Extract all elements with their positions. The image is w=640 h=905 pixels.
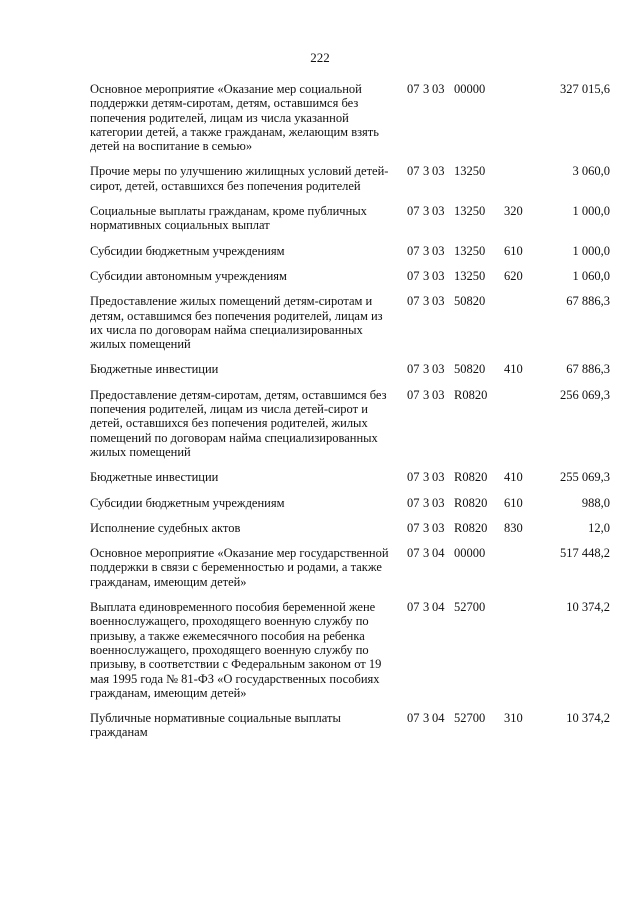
- code-subsection: 3: [423, 495, 430, 510]
- row-amount: 1 000,0: [572, 204, 610, 219]
- code-direction: 13250: [454, 268, 486, 283]
- code-program: 04: [432, 546, 445, 561]
- code-section: 07: [407, 294, 420, 309]
- code-expense-type: 320: [504, 204, 523, 219]
- code-subsection: 3: [423, 294, 430, 309]
- row-name: Субсидии автономным учреждениям: [90, 268, 287, 283]
- row-name: Исполнение судебных актов: [90, 520, 241, 535]
- code-subsection: 3: [423, 362, 430, 377]
- code-section: 07: [407, 520, 420, 535]
- code-expense-type: 610: [504, 243, 523, 258]
- row-name: Предоставление жилых помещений детям-сиротам и детям, оставшимся без попечения родителей, лицам из их числа по договорам найма специализированных жилых помещений: [90, 294, 383, 352]
- code-program: 03: [432, 164, 445, 179]
- code-subsection: 3: [423, 711, 430, 726]
- table-row: [90, 244, 610, 258]
- code-subsection: 3: [423, 546, 430, 561]
- code-direction: 52700: [454, 711, 486, 726]
- row-code: [407, 362, 534, 376]
- code-direction: 13250: [454, 243, 486, 258]
- code-expense-type: 830: [504, 520, 523, 535]
- code-program: 03: [432, 82, 445, 96]
- row-name: Субсидии бюджетным учреждениям: [90, 495, 285, 510]
- row-amount: 3 060,0: [572, 164, 610, 179]
- row-amount: 12,0: [588, 520, 610, 535]
- code-subsection: 3: [423, 82, 430, 96]
- code-direction: R0820: [454, 495, 488, 510]
- row-amount: 10 374,2: [566, 600, 610, 615]
- code-subsection: 3: [423, 470, 430, 485]
- row-code: [407, 546, 534, 560]
- row-amount: 67 886,3: [566, 362, 610, 377]
- row-code: [407, 82, 534, 96]
- table-row: [90, 269, 610, 283]
- code-section: 07: [407, 204, 420, 219]
- row-amount: 1 000,0: [572, 243, 610, 258]
- code-program: 03: [432, 294, 445, 309]
- row-amount: 327 015,6: [560, 82, 610, 96]
- code-program: 04: [432, 711, 445, 726]
- row-amount: 1 060,0: [572, 268, 610, 283]
- code-program: 04: [432, 600, 445, 615]
- code-direction: 13250: [454, 204, 486, 219]
- code-direction: 50820: [454, 362, 486, 377]
- table-row: [90, 362, 610, 376]
- row-amount: 67 886,3: [566, 294, 610, 309]
- table-row: [90, 294, 610, 351]
- row-amount: 988,0: [581, 495, 610, 510]
- code-program: 03: [432, 520, 445, 535]
- row-code: [407, 711, 534, 725]
- row-code: [407, 164, 534, 178]
- table-row: [90, 204, 610, 233]
- code-subsection: 3: [423, 387, 430, 402]
- code-subsection: 3: [423, 243, 430, 258]
- code-section: 07: [407, 243, 420, 258]
- code-section: 07: [407, 470, 420, 485]
- row-code: [407, 600, 534, 614]
- code-direction: 00000: [454, 82, 486, 96]
- code-direction: R0820: [454, 387, 488, 402]
- code-direction: 52700: [454, 600, 486, 615]
- row-name: Бюджетные инвестиции: [90, 470, 219, 485]
- row-amount: 255 069,3: [560, 470, 610, 485]
- code-direction: 00000: [454, 546, 486, 561]
- code-program: 03: [432, 387, 445, 402]
- code-section: 07: [407, 387, 420, 402]
- table-row: [90, 711, 610, 740]
- row-name: Бюджетные инвестиции: [90, 362, 219, 377]
- code-subsection: 3: [423, 204, 430, 219]
- row-name: Основное мероприятие «Оказание мер государственной поддержки в связи с беременностью и родами, а также гражданам, имеющим детей»: [90, 546, 389, 589]
- code-subsection: 3: [423, 520, 430, 535]
- code-section: 07: [407, 268, 420, 283]
- code-subsection: 3: [423, 268, 430, 283]
- code-direction: 50820: [454, 294, 486, 309]
- code-subsection: 3: [423, 600, 430, 615]
- code-direction: R0820: [454, 470, 488, 485]
- row-code: [407, 204, 534, 218]
- row-code: [407, 470, 534, 484]
- row-name: Субсидии бюджетным учреждениям: [90, 243, 285, 258]
- code-program: 03: [432, 495, 445, 510]
- code-program: 03: [432, 268, 445, 283]
- code-direction: 13250: [454, 164, 486, 179]
- row-name: Основное мероприятие «Оказание мер социальной поддержки детям-сиротам, детям, оставшимся без попечения родителей, лицам из числа указанной категории детей, а также гражданам, желающим взять детей на воспитание в семью»: [90, 82, 379, 154]
- code-section: 07: [407, 711, 420, 726]
- code-program: 03: [432, 204, 445, 219]
- table-row: [90, 388, 610, 459]
- row-name: Прочие меры по улучшению жилищных условий детей-сирот, детей, оставшихся без попечения родителей: [90, 164, 389, 193]
- row-code: [407, 521, 534, 535]
- table-row: [90, 82, 610, 153]
- code-program: 03: [432, 362, 445, 377]
- table-row: [90, 164, 610, 193]
- row-name: Выплата единовременного пособия беременной жене военнослужащего, проходящего военную службу по призыву, а также ежемесячного пособия на ребенка военнослужащего, проходящего военную службу по призыву, в соответствии с Федеральным законом от 19 мая 1995 года № 81-ФЗ «О государственных пособиях гражданам, имеющим детей»: [90, 600, 382, 700]
- code-program: 03: [432, 243, 445, 258]
- code-expense-type: 610: [504, 495, 523, 510]
- code-subsection: 3: [423, 164, 430, 179]
- code-section: 07: [407, 546, 420, 561]
- code-expense-type: 410: [504, 362, 523, 377]
- row-code: [407, 496, 534, 510]
- table-row: [90, 546, 610, 589]
- table-row: [90, 521, 610, 535]
- code-section: 07: [407, 495, 420, 510]
- row-code: [407, 269, 534, 283]
- code-section: 07: [407, 362, 420, 377]
- row-code: [407, 294, 534, 308]
- page-number: 222: [310, 50, 330, 65]
- code-section: 07: [407, 600, 420, 615]
- code-direction: R0820: [454, 520, 488, 535]
- code-expense-type: 410: [504, 470, 523, 485]
- row-amount: 256 069,3: [560, 387, 610, 402]
- row-amount: 10 374,2: [566, 711, 610, 726]
- row-amount: 517 448,2: [560, 546, 610, 561]
- row-code: [407, 244, 534, 258]
- row-code: [407, 388, 534, 402]
- code-expense-type: 310: [504, 711, 523, 726]
- code-section: 07: [407, 82, 420, 96]
- table-row: [90, 600, 610, 700]
- code-program: 03: [432, 470, 445, 485]
- table-row: [90, 496, 610, 510]
- code-section: 07: [407, 164, 420, 179]
- row-name: Социальные выплаты гражданам, кроме публичных нормативных социальных выплат: [90, 204, 367, 233]
- row-name: Публичные нормативные социальные выплаты гражданам: [90, 711, 341, 740]
- row-name: Предоставление детям-сиротам, детям, оставшимся без попечения родителей, лицам из числа детей-сирот и детей, оставшихся без попечения родителей, жилых помещений по договорам найма специализированных жилых помещений: [90, 387, 387, 459]
- budget-table: [90, 82, 610, 751]
- table-row: [90, 470, 610, 484]
- code-expense-type: 620: [504, 268, 523, 283]
